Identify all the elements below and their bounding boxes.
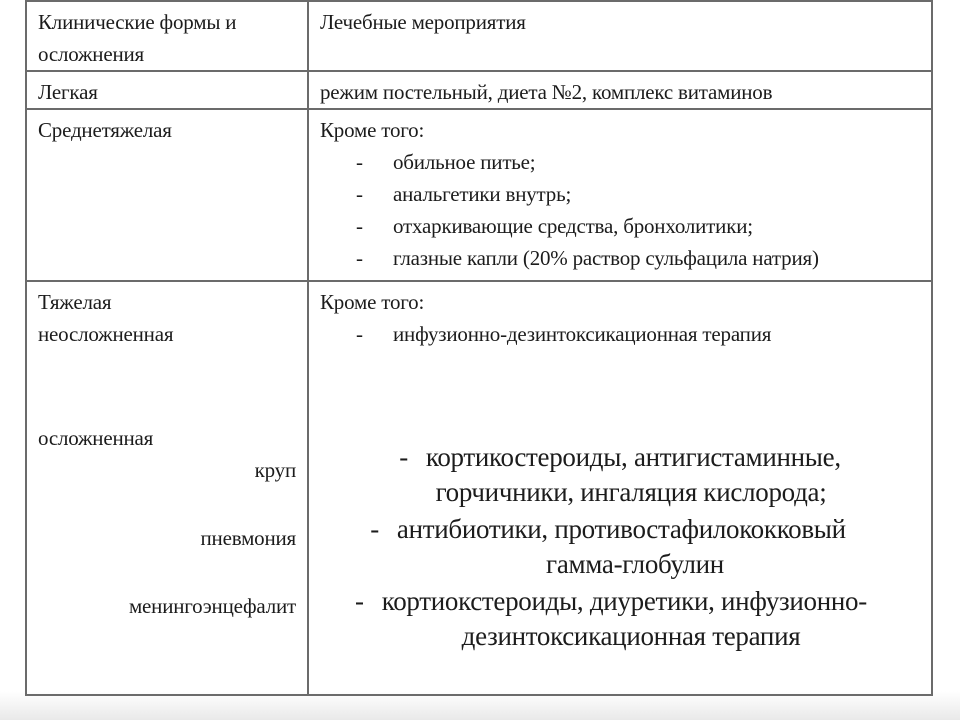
list-item [320, 146, 931, 178]
complication-treatment-croup [309, 440, 931, 510]
header-cell-treatment [308, 1, 932, 71]
complication-treatment-meningo [309, 584, 931, 654]
treatment-cell-severe [308, 281, 932, 695]
form-severe-text: Тяжелая [38, 290, 112, 314]
list-item-text: отхаркивающие средства, бронхолитики; [393, 214, 753, 238]
form-cell-severe [26, 281, 308, 695]
form-medium-text: Среднетяжелая [38, 118, 172, 142]
complication-treatment-line: горчичники, ингаляция кислорода; [435, 477, 827, 507]
list-item [320, 178, 931, 210]
form-cell-light [26, 71, 308, 109]
form-cell-medium [26, 109, 308, 281]
dash-marker: - [370, 514, 379, 544]
dash-marker: - [356, 182, 363, 206]
header-treatment-text: Лечебные мероприятия [320, 10, 526, 34]
severe-intro-text: Кроме того: [320, 290, 425, 314]
dash-marker: - [355, 586, 364, 616]
table-row-medium [26, 109, 932, 281]
complication-treatment-line: кортикостероиды, антигистаминные, [425, 442, 841, 472]
header-cell-forms [26, 1, 308, 71]
treatment-cell-medium [308, 109, 932, 281]
dash-marker: - [356, 246, 363, 270]
complication-treatment-line: дезинтоксикационная терапия [461, 621, 801, 651]
form-light-text: Легкая [38, 80, 98, 104]
list-item-text: глазные капли (20% раствор сульфацила натрия) [393, 246, 819, 270]
list-item-text: обильное питье; [393, 150, 536, 174]
complication-treatment-pneumonia [309, 512, 931, 582]
treatment-cell-light [308, 71, 932, 109]
complication-treatment-line: гамма-глобулин [546, 549, 724, 579]
complication-treatment-line: антибиотики, противостафилококковый [396, 514, 846, 544]
table-header-row [26, 1, 932, 71]
dash-marker: - [356, 214, 363, 238]
complication-treatment-line: кортиокстероиды, диуретики, инфузионно- [381, 586, 867, 616]
form-uncomplicated-text: неосложненная [38, 322, 174, 346]
treatment-table [25, 0, 933, 696]
complication-croup-text: круп [254, 458, 296, 482]
list-item [320, 210, 931, 242]
complication-pneumonia-text: пневмония [200, 526, 296, 550]
dash-marker: - [399, 442, 408, 472]
dash-marker: - [356, 150, 363, 174]
list-item-text: инфузионно-дезинтоксикационная терапия [393, 322, 772, 346]
medium-treatment-list [320, 146, 931, 274]
table-row-severe [26, 281, 932, 695]
severe-treatment-list [320, 318, 931, 350]
medium-intro-text: Кроме того: [320, 118, 425, 142]
complication-meningo-text: менингоэнцефалит [128, 594, 296, 618]
table-row-light [26, 71, 932, 109]
dash-marker: - [356, 322, 363, 346]
list-item [320, 318, 931, 350]
header-forms-text: Клинические формы и осложнения [38, 10, 237, 66]
list-item-text: анальгетики внутрь; [393, 182, 572, 206]
form-complicated-text: осложненная [38, 426, 154, 450]
treatment-light-text: режим постельный, диета №2, комплекс витаминов [320, 80, 773, 104]
list-item [320, 242, 931, 274]
